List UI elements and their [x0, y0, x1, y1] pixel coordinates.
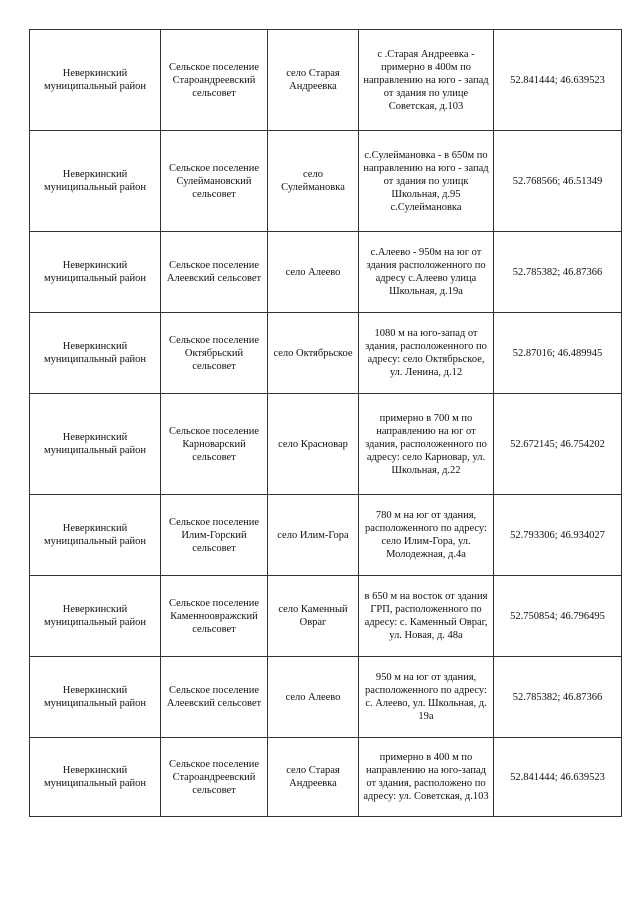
- location-cell: с .Старая Андреевка - примерно в 400м по направлению на юго - запад от здания по улице Советская, д.103: [359, 30, 494, 131]
- settlement-cell: Сельское поселение Староандреевский сельсовет: [161, 30, 268, 131]
- coordinates-cell: 52.841444; 46.639523: [494, 30, 622, 131]
- settlement-cell: Сельское поселение Сулеймановский сельсовет: [161, 131, 268, 232]
- locality-cell: село Старая Андреевка: [268, 30, 359, 131]
- district-cell: Неверкинский муниципальный район: [30, 738, 161, 817]
- location-cell: с.Сулеймановка - в 650м по направлению на юго - запад от здания по улицк Школьная, д.95 с.Сулеймановка: [359, 131, 494, 232]
- locality-cell: село Старая Андреевка: [268, 738, 359, 817]
- district-cell: Неверкинский муниципальный район: [30, 131, 161, 232]
- district-cell: Неверкинский муниципальный район: [30, 657, 161, 738]
- location-cell: 1080 м на юго-запад от здания, расположенного по адресу: село Октябрьское, ул. Ленина, д.12: [359, 313, 494, 394]
- location-cell: 780 м на юг от здания, расположенного по адресу: село Илим-Гора, ул. Молодежная, д.4а: [359, 495, 494, 576]
- district-cell: Неверкинский муниципальный район: [30, 576, 161, 657]
- location-cell: 950 м на юг от здания, расположенного по адресу: с. Алеево, ул. Школьная, д. 19а: [359, 657, 494, 738]
- district-cell: Неверкинский муниципальный район: [30, 30, 161, 131]
- settlement-cell: Сельское поселение Алеевский сельсовет: [161, 657, 268, 738]
- settlement-cell: Сельское поселение Староандреевский сельсовет: [161, 738, 268, 817]
- settlement-cell: Сельское поселение Октябрьский сельсовет: [161, 313, 268, 394]
- locality-cell: село Красновар: [268, 394, 359, 495]
- district-cell: Неверкинский муниципальный район: [30, 495, 161, 576]
- locality-cell: село Илим-Гора: [268, 495, 359, 576]
- locality-cell: село Алеево: [268, 232, 359, 313]
- district-cell: Неверкинский муниципальный район: [30, 232, 161, 313]
- coordinates-cell: 52.793306; 46.934027: [494, 495, 622, 576]
- settlement-cell: Сельское поселение Каменноовражский сельсовет: [161, 576, 268, 657]
- locality-cell: село Октябрьское: [268, 313, 359, 394]
- registry-table: [29, 29, 622, 817]
- location-cell: примерно в 400 м по направлению на юго-запад от здания, расположено по адресу: ул. Советская, д.103: [359, 738, 494, 817]
- table-row: [30, 394, 622, 495]
- table-row: [30, 657, 622, 738]
- settlement-cell: Сельское поселение Карноварский сельсовет: [161, 394, 268, 495]
- coordinates-cell: 52.750854; 46.796495: [494, 576, 622, 657]
- settlement-cell: Сельское поселение Илим-Горский сельсовет: [161, 495, 268, 576]
- location-cell: с.Алеево - 950м на юг от здания расположенного по адресу с.Алеево улица Школьная, д.19а: [359, 232, 494, 313]
- locality-cell: село Алеево: [268, 657, 359, 738]
- coordinates-cell: 52.785382; 46.87366: [494, 657, 622, 738]
- district-cell: Неверкинский муниципальный район: [30, 394, 161, 495]
- coordinates-cell: 52.785382; 46.87366: [494, 232, 622, 313]
- table-row: [30, 495, 622, 576]
- table-row: [30, 30, 622, 131]
- locality-cell: село Сулеймановка: [268, 131, 359, 232]
- table-row: [30, 576, 622, 657]
- settlement-cell: Сельское поселение Алеевский сельсовет: [161, 232, 268, 313]
- coordinates-cell: 52.672145; 46.754202: [494, 394, 622, 495]
- coordinates-cell: 52.768566; 46.51349: [494, 131, 622, 232]
- district-cell: Неверкинский муниципальный район: [30, 313, 161, 394]
- table-row: [30, 738, 622, 817]
- location-cell: примерно в 700 м по направлению на юг от здания, расположенного по адресу: село Карновар, ул. Школьная, д.22: [359, 394, 494, 495]
- table-row: [30, 131, 622, 232]
- coordinates-cell: 52.841444; 46.639523: [494, 738, 622, 817]
- location-cell: в 650 м на восток от здания ГРП, расположенного по адресу: с. Каменный Овраг, ул. Новая, д. 48а: [359, 576, 494, 657]
- table-row: [30, 232, 622, 313]
- table-row: [30, 313, 622, 394]
- coordinates-cell: 52.87016; 46.489945: [494, 313, 622, 394]
- locality-cell: село Каменный Овраг: [268, 576, 359, 657]
